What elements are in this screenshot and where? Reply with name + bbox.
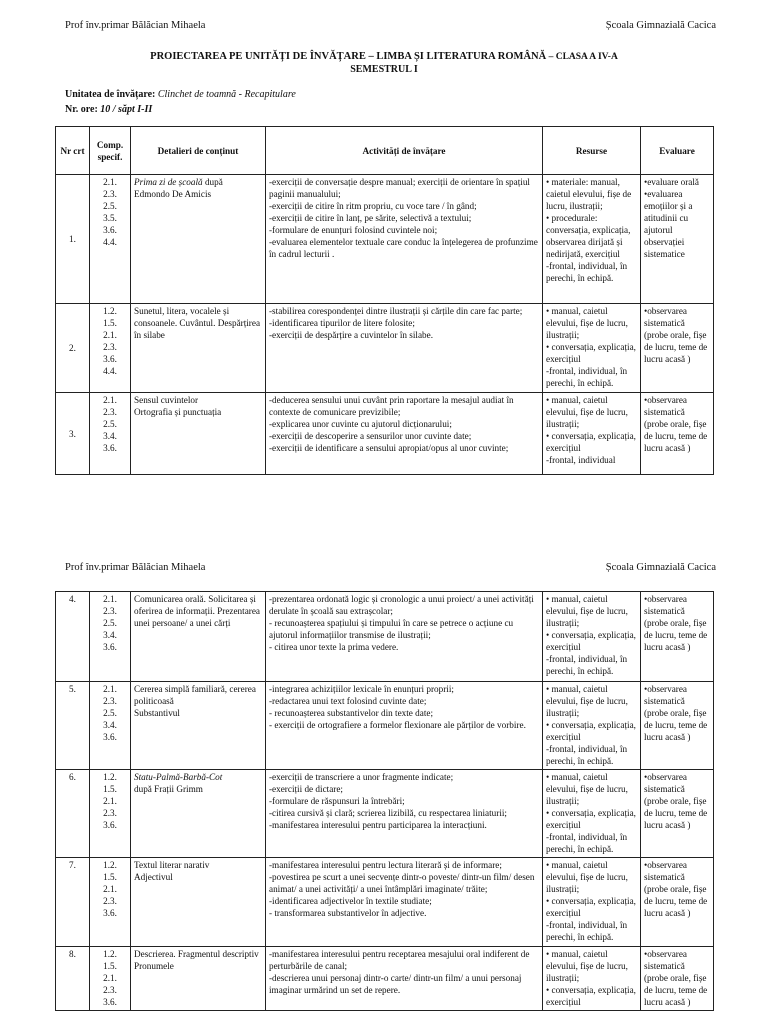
row-content-details: [131, 682, 266, 770]
header-teacher-name: Prof înv.primar Bălăcian Mihaela: [65, 562, 206, 573]
row-activities: -manifestarea interesului pentru lectura literară și de informare; -povestirea pe scurt a unei secvențe dintr-o poveste/ dintr-un film/ desen animat/ a unei activități/ a unei întâmplări imaginate/ trăite; -identificarea adjectivelor în textile studiate; - transformarea substantivelor în adjective.: [266, 858, 543, 947]
title-class: – CLASA A IV-A: [546, 52, 618, 62]
row-resources: • manual, caietul elevului, fișe de lucru, ilustrații; • conversația, explicația, exercițiul -frontal, individual, în perechi, în echipă.: [543, 304, 641, 393]
row-content-details: [131, 175, 266, 304]
unit-value: Clinchet de toamnă - Recapitulare: [157, 89, 296, 100]
row-competences: 2.1. 2.3. 2.5. 3.4. 3.6.: [90, 682, 131, 770]
row-content-text: după Edmondo De Amicis: [134, 177, 223, 199]
table-row: [56, 947, 714, 1011]
row-competences: 1.2. 1.5. 2.1. 2.3. 3.6.: [90, 858, 131, 947]
row-activities: -deducerea sensului unui cuvânt prin raportare la mesajul audiat în contexte de comunicare previzibile; -explicarea unor cuvinte cu ajutorul dicționarului; -exerciții de descoperire a sensurilor unor cuvinte date; -exerciții de identificare a sensului apropiat/opus al unor cuvinte;: [266, 393, 543, 475]
row-resources: • manual, caietul elevului, fișe de lucru, ilustrații; • conversația, explicația, exercițiul -frontal, individual: [543, 393, 641, 475]
row-activities: -manifestarea interesului pentru receptarea mesajului oral indiferent de perturbările de canal; -descrierea unui personaj dintr-o carte/ dintr-un film/ a unui personaj imaginar urmărind un set de repere.: [266, 947, 543, 1011]
planning-table-page1: [55, 126, 714, 475]
col-header-comp: Comp. specif.: [90, 127, 131, 175]
row-resources: • manual, caietul elevului, fișe de lucru, ilustrații; • conversația, explicația, exercițiul -frontal, individual, în perechi, în echipă.: [543, 682, 641, 770]
row-resources: • manual, caietul elevului, fișe de lucru, ilustrații; • conversația, explicația, exercițiul -frontal, individual, în perechi, în echipă.: [543, 592, 641, 682]
table-row: [56, 858, 714, 947]
row-evaluation: •observarea sistematică (probe orale, fișe de lucru, teme de lucru acasă ): [641, 682, 714, 770]
table-row: [56, 175, 714, 304]
row-resources: • manual, caietul elevului, fișe de lucru, ilustrații; • conversația, explicația, exercițiul -frontal, individual, în perechi, în echipă.: [543, 858, 641, 947]
row-competences: 1.2. 1.5. 2.1. 2.3. 3.6.: [90, 770, 131, 858]
hours-value: 10 / săpt I-II: [100, 104, 153, 115]
row-evaluation: •observarea sistematică (probe orale, fișe de lucru, teme de lucru acasă ): [641, 304, 714, 393]
hours-count: [65, 104, 152, 115]
table-row: [56, 592, 714, 682]
row-number: 2.: [56, 304, 90, 393]
learning-unit: [65, 89, 296, 100]
row-evaluation: •observarea sistematică (probe orale, fișe de lucru, teme de lucru acasă ): [641, 393, 714, 475]
row-activities: -integrarea achizițiilor lexicale în enunțuri proprii; -redactarea unui text folosind cuvinte date; - recunoașterea substantivelor din texte date; - exerciții de ortografiere a formelor flexionare ale părților de vorbire.: [266, 682, 543, 770]
row-number: 4.: [56, 592, 90, 682]
hours-label: Nr. ore:: [65, 104, 98, 115]
header-teacher-name: Prof înv.primar Bălăcian Mihaela: [65, 20, 206, 31]
row-activities: -stabilirea corespondenței dintre ilustrații și cărțile din care fac parte; -identificarea tipurilor de litere folosite; -exerciții de despărțire a cuvintelor în silabe.: [266, 304, 543, 393]
row-competences: 1.2. 1.5. 2.1. 2.3. 3.6.: [90, 947, 131, 1011]
row-evaluation: •evaluare orală •evaluarea emoțiilor și a atitudinii cu ajutorul observației sistematice: [641, 175, 714, 304]
row-resources: • materiale: manual, caietul elevului, fișe de lucru, ilustrații; • procedurale: conversația, explicația, observarea dirijată și nedirijată, exercițiul -frontal, individual, în perechi, în echipă.: [543, 175, 641, 304]
row-competences: 2.1. 2.3. 2.5. 3.5. 3.6. 4.4.: [90, 175, 131, 304]
row-activities: -prezentarea ordonată logic și cronologic a unui proiect/ a unei activități derulate în școală sau extrașcolar; - recunoașterea spațiului și timpului în care se petrece o acțiune cu ajutorul informațiilor transmise de ilustrații; - citirea unor texte la prima vedere.: [266, 592, 543, 682]
table-header-row: [56, 127, 714, 175]
row-content-text: după Frații Grimm: [134, 784, 203, 794]
row-resources: • manual, caietul elevului, fișe de lucru, ilustrații; • conversația, explicația, exercițiul: [543, 947, 641, 1011]
header-school-name: Școala Gimnazială Cacica: [605, 562, 716, 573]
row-content-details: [131, 947, 266, 1011]
table-row: [56, 682, 714, 770]
row-content-details: [131, 858, 266, 947]
col-header-evaluation: Evaluare: [641, 127, 714, 175]
row-content-details: [131, 393, 266, 475]
table-row: [56, 770, 714, 858]
row-content-italic: Statu-Palmă-Barbă-Cot: [134, 772, 223, 782]
row-activities: -exerciții de conversație despre manual; exerciții de orientare în spațiul paginii manualului; -exerciții de citire în ritm propriu, cu voce tare / în gând; -exerciții de citire în lanț, pe sărite, selectivă a textului; -formulare de enunțuri folosind cuvintele noi; -evaluarea elementelor textuale care conduc la înțelegerea de profunzime în cadrul lecturii .: [266, 175, 543, 304]
row-content-details: [131, 592, 266, 682]
row-competences: 1.2. 1.5. 2.1. 2.3. 3.6. 4.4.: [90, 304, 131, 393]
row-content-details: [131, 304, 266, 393]
row-content-text: Sunetul, litera, vocalele și consoanele. Cuvântul. Despărțirea în silabe: [134, 306, 261, 340]
row-evaluation: •observarea sistematică (probe orale, fișe de lucru, teme de lucru acasă ): [641, 858, 714, 947]
row-number: 3.: [56, 393, 90, 475]
row-content-details: [131, 770, 266, 858]
table-row: [56, 304, 714, 393]
unit-label: Unitatea de învățare:: [65, 89, 156, 100]
row-resources: • manual, caietul elevului, fișe de lucru, ilustrații; • conversația, explicația, exercițiul -frontal, individual, în perechi, în echipă.: [543, 770, 641, 858]
col-header-nr: Nr crt: [56, 127, 90, 175]
table-row: [56, 393, 714, 475]
row-number: 5.: [56, 682, 90, 770]
row-content-text: Comunicarea orală. Solicitarea și oferirea de informații. Prezentarea unei persoane/ a unei cărți: [134, 594, 261, 628]
row-evaluation: •observarea sistematică (probe orale, fișe de lucru, teme de lucru acasă ): [641, 770, 714, 858]
header-school-name: Școala Gimnazială Cacica: [605, 20, 716, 31]
col-header-details: Detalieri de conținut: [131, 127, 266, 175]
row-content-text: Descrierea. Fragmentul descriptiv Pronumele: [134, 949, 259, 971]
row-content-italic: Prima zi de școală: [134, 177, 203, 187]
row-evaluation: •observarea sistematică (probe orale, fișe de lucru, teme de lucru acasă ): [641, 592, 714, 682]
row-number: 7.: [56, 858, 90, 947]
row-content-text: Cererea simplă familiară, cererea politicoasă Substantivul: [134, 684, 256, 718]
row-activities: -exerciții de transcriere a unor fragmente indicate; -exerciții de dictare; -formulare de răspunsuri la întrebări; -citirea cursivă și clară; scrierea lizibilă, cu respectarea liniaturii; -manifestarea interesului pentru participarea la interacțiuni.: [266, 770, 543, 858]
planning-table-page2: [55, 591, 714, 1011]
title-main: PROIECTAREA PE UNITĂȚI DE ÎNVĂȚARE – LIMBA ȘI LITERATURA ROMÂNĂ: [150, 51, 547, 62]
document-title: [0, 51, 768, 62]
col-header-resources: Resurse: [543, 127, 641, 175]
semester-label: SEMESTRUL I: [350, 64, 418, 75]
col-header-activities: Activități de învățare: [266, 127, 543, 175]
row-competences: 2.1. 2.3. 2.5. 3.4. 3.6.: [90, 592, 131, 682]
row-number: 1.: [56, 175, 90, 304]
row-evaluation: •observarea sistematică (probe orale, fișe de lucru, teme de lucru acasă ): [641, 947, 714, 1011]
row-content-text: Textul literar narativ Adjectivul: [134, 860, 210, 882]
row-number: 6.: [56, 770, 90, 858]
row-number: 8.: [56, 947, 90, 1011]
row-content-text: Sensul cuvintelor Ortografia și punctuația: [134, 395, 222, 417]
row-competences: 2.1. 2.3. 2.5. 3.4. 3.6.: [90, 393, 131, 475]
